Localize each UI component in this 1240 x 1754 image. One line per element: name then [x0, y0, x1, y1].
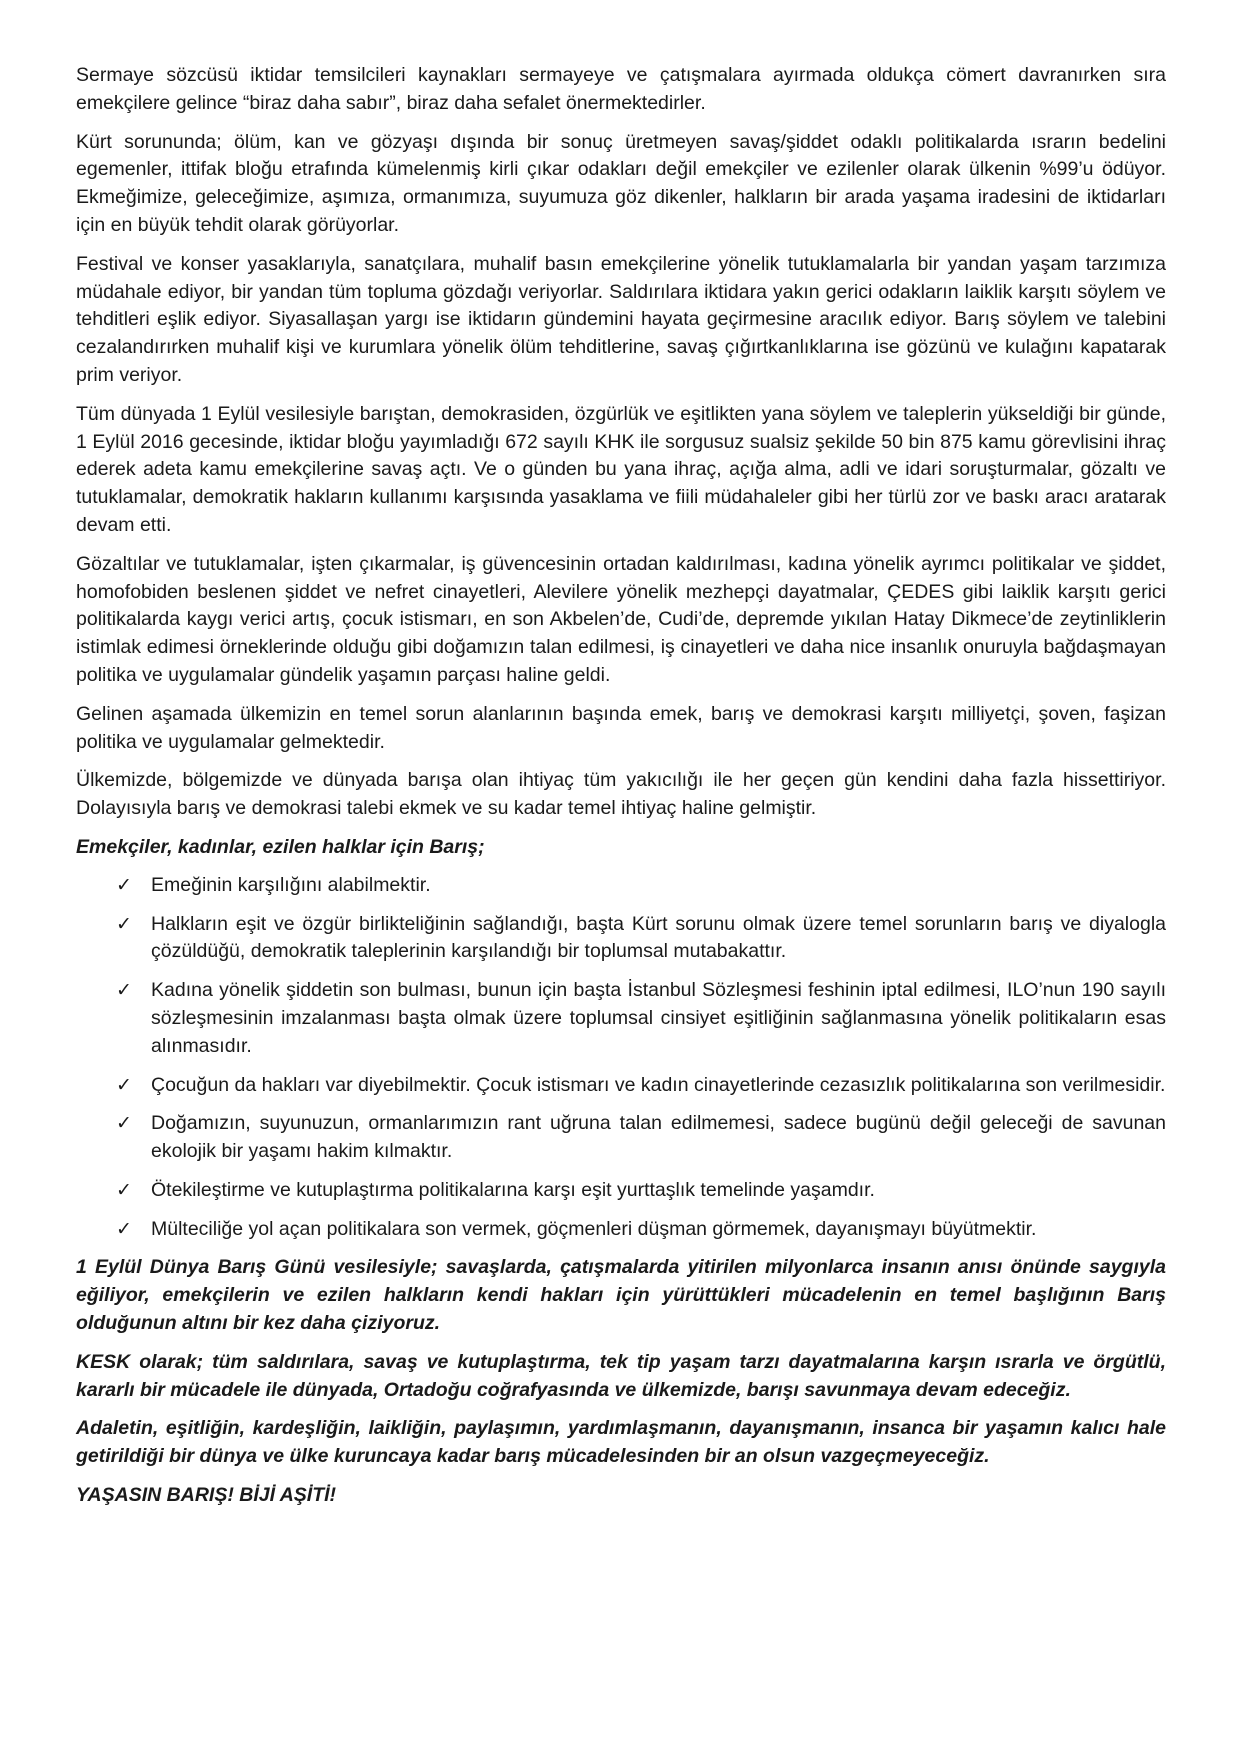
checkmark-icon: ✓ [116, 980, 132, 1002]
checkmark-icon: ✓ [116, 913, 132, 935]
list-item: ✓ Ötekileştirme ve kutuplaştırma politikalarına karşı eşit yurttaşlık temelinde yaşamdır. [76, 1177, 1166, 1205]
checkmark-icon: ✓ [116, 1074, 132, 1096]
closing-paragraph-2: KESK olarak; tüm saldırılara, savaş ve kutuplaştırma, tek tip yaşam tarzı dayatmalarına karşın ısrarla ve örgütlü, kararlı bir mücadele ile dünyada, Ortadoğu coğrafyasında ve ülkemizde, barışı savunmaya devam edeceğiz. [76, 1350, 1166, 1401]
list-heading: Emekçiler, kadınlar, ezilen halklar için Barış; [76, 835, 485, 858]
list-item: ✓ Mülteciliğe yol açan politikalara son vermek, göçmenleri düşman görmemek, dayanışmayı büyütmektir. [76, 1216, 1166, 1244]
list-item: ✓ Halkların eşit ve özgür birlikteliğinin sağlandığı, başta Kürt sorunu olmak üzere temel sorunların barış ve diyalogla çözüldüğü, demokratik taleplerinin karşılandığı bir toplumsal mutabakattır. [116, 912, 1166, 963]
document-page [76, 62, 1166, 1521]
paragraph-5: Gözaltılar ve tutuklamalar, işten çıkarmalar, iş güvencesinin ortadan kaldırılması, kadına yönelik ayrımcı politikalar ve şiddet, homofobiden beslenen şiddet ve nefret cinayetleri, Alevilere yönelik mezhepçi dayatmalar, ÇEDES gibi laiklik karşıtı gerici politikalarda kaygı verici artış, çocuk istismarı, en son Akbelen’de, Cudi’de, depremde yıkılan Hatay Dikmece’de zeytinliklerin istimlak edimesi örneklerinde olduğu gibi doğamızın talan edilmesi, iş cinayetleri ve daha nice insanlık onuruyla bağdaşmayan politika ve uygulamalar gündelik yaşamın parçası haline geldi. [76, 552, 1166, 686]
paragraph-6: Gelinen aşamada ülkemizin en temel sorun alanlarının başında emek, barış ve demokrasi karşıtı milliyetçi, şoven, faşizan politika ve uygulamalar gelmektedir. [76, 702, 1166, 753]
paragraph-4: Tüm dünyada 1 Eylül vesilesiyle barıştan, demokrasiden, özgürlük ve eşitlikten yana söylem ve taleplerin yükseldiği bir günde, 1 Eylül 2016 gecesinde, iktidar bloğu yayımladığı 672 sayılı KHK ile sorgusuz sualsiz şekilde 50 bin 875 kamu görevlisini ihraç ederek adeta kamu emekçilerine savaş açtı. Ve o günden bu yana ihraç, açığa alma, adli ve idari soruşturmalar, gözaltı ve tutuklamalar, demokratik hakların kullanımı karşısında yasaklama ve fiili müdahaleler gibi her türlü zor ve baskı aracı aratarak devam etti. [76, 402, 1166, 536]
closing-paragraph-1: 1 Eylül Dünya Barış Günü vesilesiyle; savaşlarda, çatışmalarda yitirilen milyonlarca insanın anısı önünde saygıyla eğiliyor, emekçilerin ve ezilen halkların kendi hakları için yürüttükleri mücadelenin en temel başlığının Barış olduğunun altını bir kez daha çiziyoruz. [76, 1256, 1166, 1335]
paragraph-2: Kürt sorununda; ölüm, kan ve gözyaşı dışında bir sonuç üretmeyen savaş/şiddet odaklı politikalarda ısrarın bedelini egemenler, ittifak bloğu etrafında kümelenmiş kirli çıkar odakları değil emekçiler ve ezilenler olarak ülkenin %99’u ödüyor. Ekmeğimize, geleceğimize, aşımıza, ormanımıza, suyumuza göz dikenler, halkların bir arada yaşama iradesini de iktidarları için en büyük tehdit olarak görüyorlar. [76, 130, 1166, 236]
list-item: ✓ Doğamızın, suyunuzun, ormanlarımızın rant uğruna talan edilmemesi, sadece bugünü değil geleceği de savunan ekolojik bir yaşamı hakim kılmaktır. [116, 1112, 1166, 1163]
list-item: ✓ Emeğinin karşılığını alabilmektir. [76, 872, 1166, 900]
list-item: ✓ Çocuğun da hakları var diyebilmektir. Çocuk istismarı ve kadın cinayetlerinde cezasızlık politikalarına son verilmesidir. [76, 1072, 1166, 1100]
checkmark-icon: ✓ [116, 874, 132, 896]
paragraph-3: Festival ve konser yasaklarıyla, sanatçılara, muhalif basın emekçilerine yönelik tutuklamalarla bir yandan yaşam tarzımıza müdahale ediyor, bir yandan tüm topluma gözdağı veriyorlar. Saldırılara iktidara yakın gerici odakların laiklik karşıtı söylem ve tehditleri eşlik ediyor. Siyasallaşan yargı ise iktidarın gündemini hayata geçirmesine aracılık ediyor. Barış söylem ve talebini cezalandırırken muhalif kişi ve kurumlara yönelik ölüm tehditlerine, savaş çığırtkanlıklarına ise gözünü ve kulağını kapatarak prim veriyor. [76, 252, 1166, 386]
closing-slogan: YAŞASIN BARIŞ! BİJİ AŞİTİ! [76, 1484, 337, 1507]
closing-paragraph-3: Adaletin, eşitliğin, kardeşliğin, laikliğin, paylaşımın, yardımlaşmanın, dayanışmanın, insanca bir yaşamın kalıcı hale getirildiği bir dünya ve ülke kuruncaya kadar barış mücadelesinden bir an olsun vazgeçmeyeceğiz. [76, 1417, 1166, 1468]
checkmark-icon: ✓ [116, 1218, 132, 1240]
list-item: ✓ Kadına yönelik şiddetin son bulması, bunun için başta İstanbul Sözleşmesi feshinin iptal edilmesi, ILO’nun 190 sayılı sözleşmesinin imzalanması başta olmak üzere toplumsal cinsiyet eşitliğinin sağlanmasına yönelik politikaların esas alınmasıdır. [116, 979, 1166, 1057]
checkmark-icon: ✓ [116, 1113, 132, 1135]
checkmark-icon: ✓ [116, 1179, 132, 1201]
paragraph-1: Sermaye sözcüsü iktidar temsilcileri kaynakları sermayeye ve çatışmalara ayırmada oldukça cömert davranırken sıra emekçilere gelince “biraz daha sabır”, biraz daha sefalet önermektedirler. [76, 64, 1166, 114]
peace-demands-list [76, 872, 1166, 1244]
paragraph-7: Ülkemizde, bölgemizde ve dünyada barışa olan ihtiyaç tüm yakıcılığı ile her geçen gün kendini daha fazla hissettiriyor. Dolayısıyla barış ve demokrasi talebi ekmek ve su kadar temel ihtiyaç haline gelmiştir. [76, 769, 1166, 820]
